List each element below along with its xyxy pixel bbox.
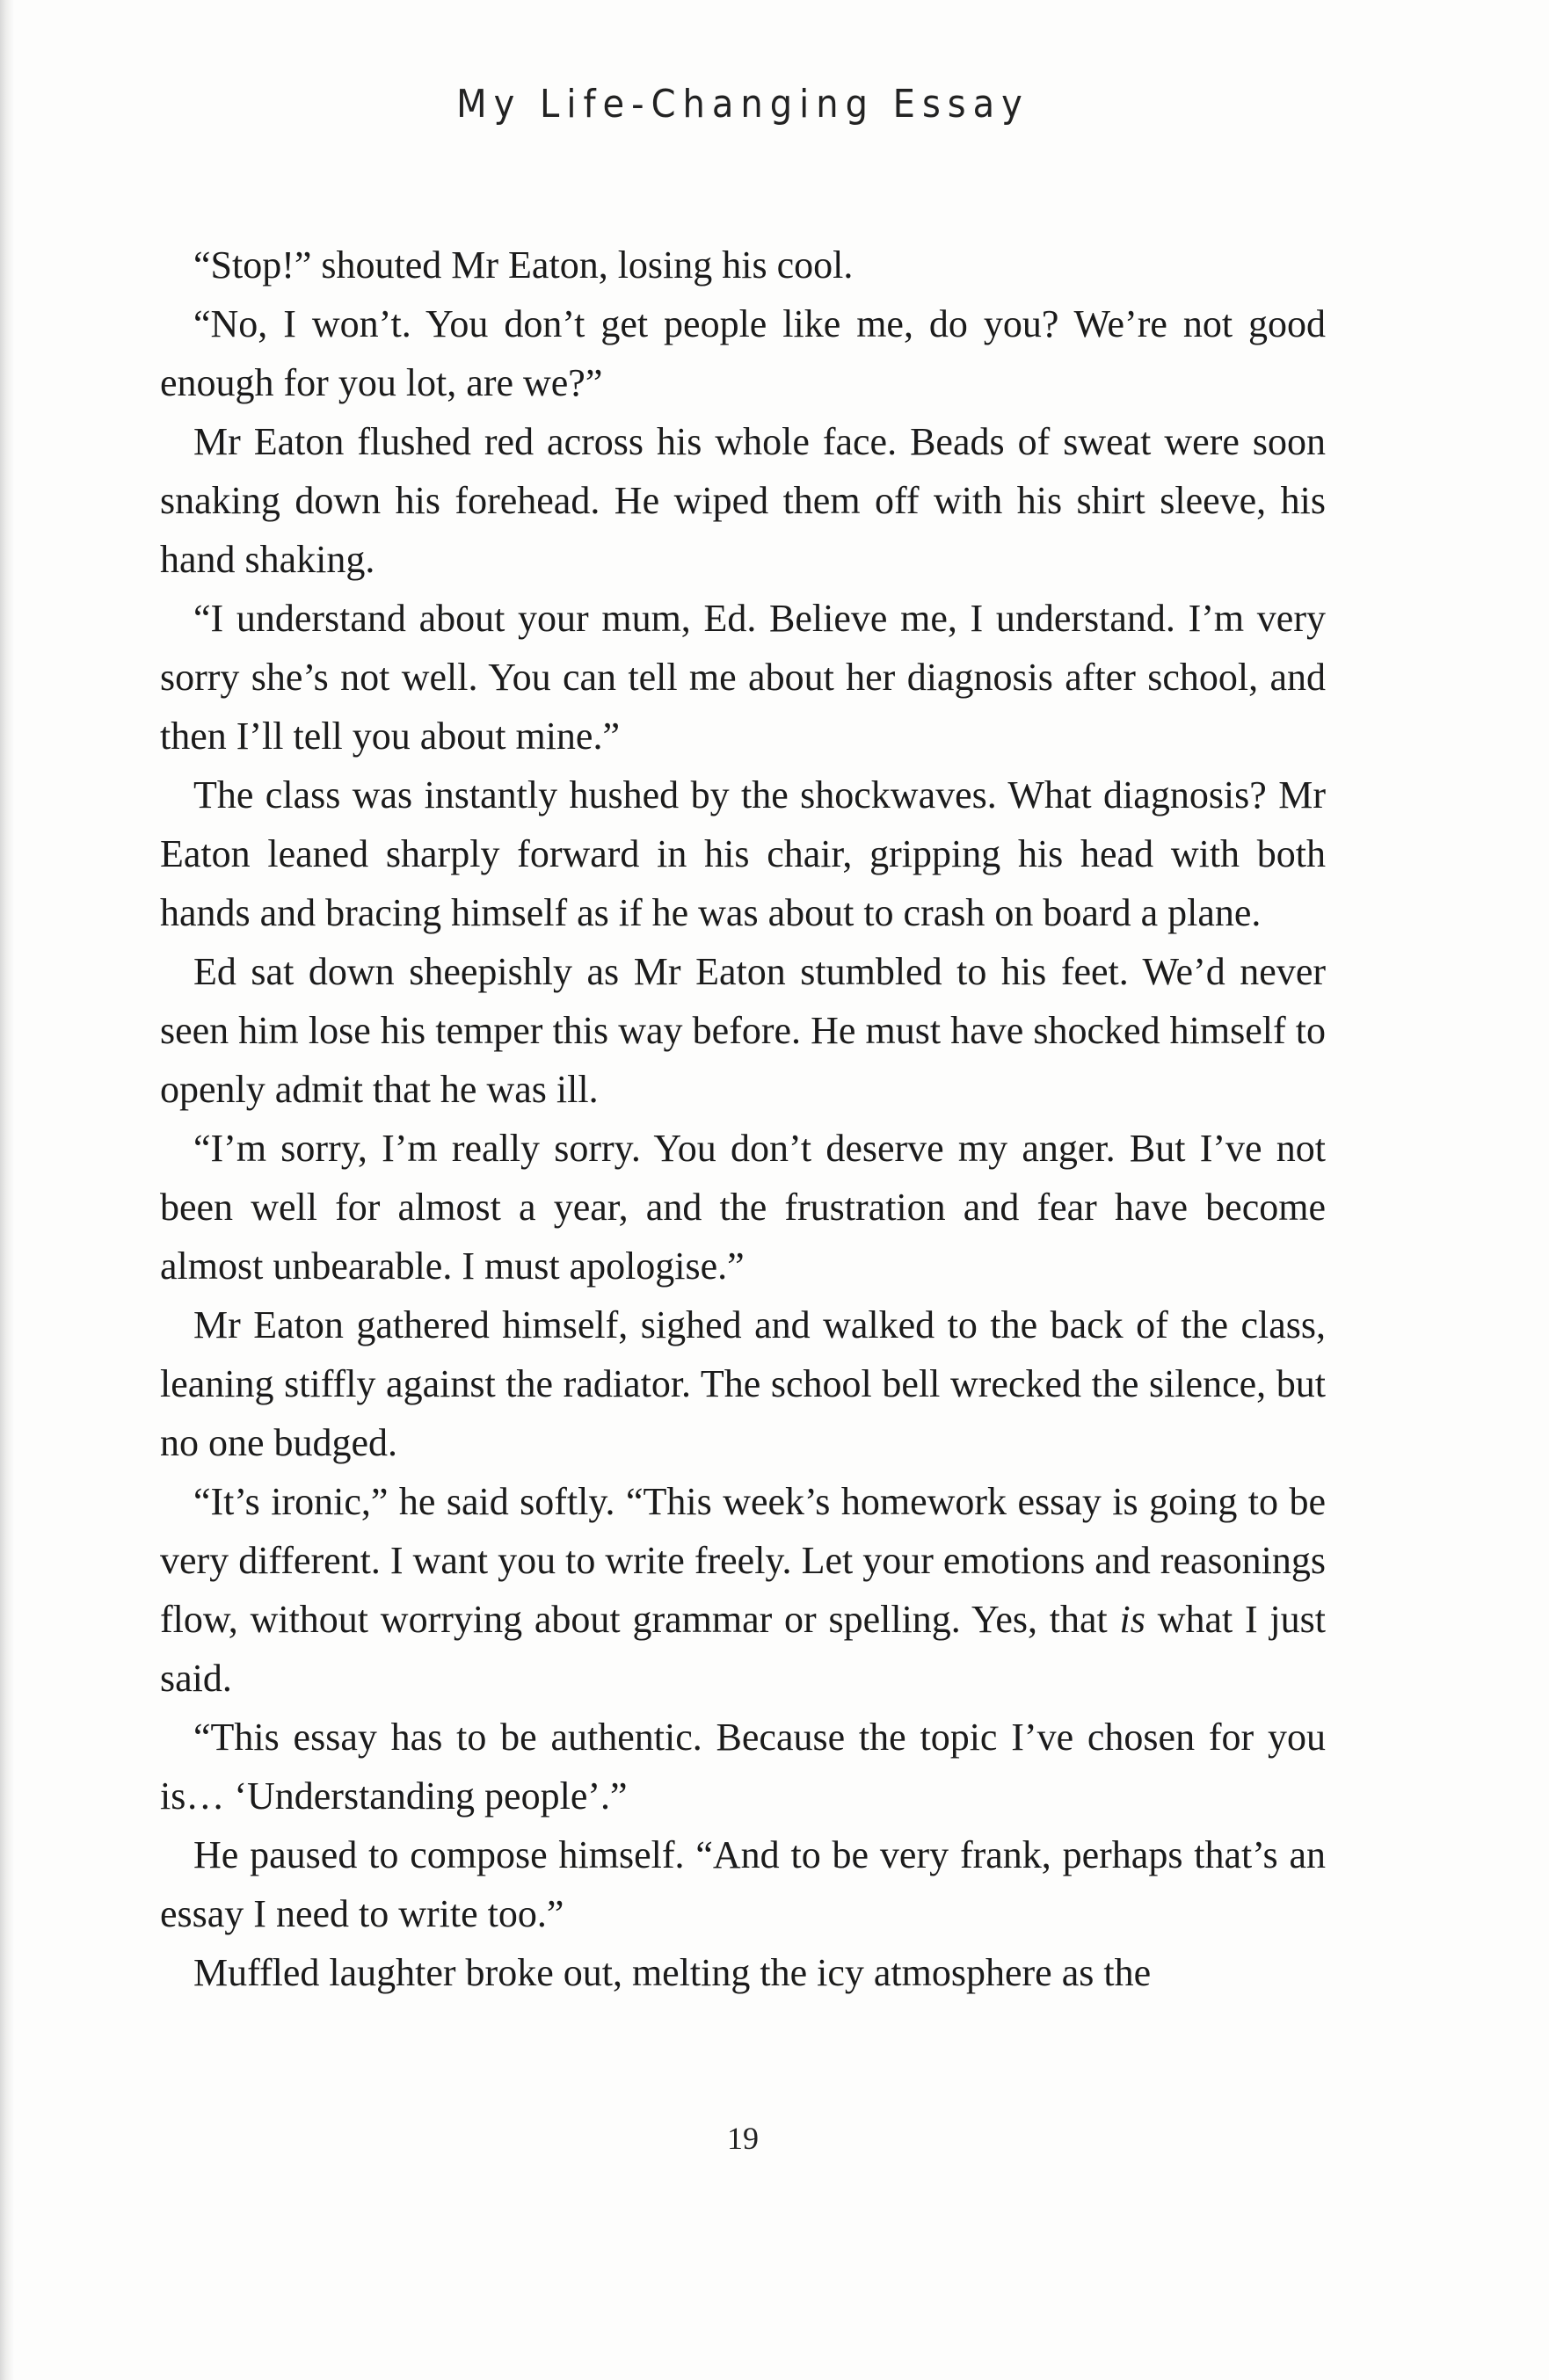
paragraph: Muffled laughter broke out, melting the icy atmosphere as the (193, 1951, 1152, 1994)
paragraph: Mr Eaton gathered himself, sighed and walked to the back of the class, leaning stiffly against the radiator. The school bell wrecked the silence, but no one budged. (160, 1303, 1326, 1464)
paragraph: “No, I won’t. You don’t get people like me, do you? We’re not good enough for you lot, are we?” (160, 302, 1326, 404)
page-body (160, 236, 1326, 2002)
paragraph: “This essay has to be authentic. Because the topic I’ve chosen for you is… ‘Understanding people’.” (160, 1716, 1326, 1818)
paragraph: Mr Eaton flushed red across his whole face. Beads of sweat were soon snaking down his forehead. He wiped them off with his shirt sleeve, his hand shaking. (160, 420, 1326, 581)
scan-edge-shadow (0, 0, 14, 2380)
paragraph: “I understand about your mum, Ed. Believe me, I understand. I’m very sorry she’s not well. You can tell me about her diagnosis after school, and then I’ll tell you about mine.” (160, 597, 1326, 758)
paragraph: “It’s ironic,” he said softly. “This week’s homework essay is going to be very different. I want you to write freely. Let your emotions and reasonings flow, without worrying about grammar or spelling. Yes, that is what I just said. (160, 1480, 1326, 1700)
running-header: My Life-Changing Essay (456, 83, 1029, 127)
paragraph: “I’m sorry, I’m really sorry. You don’t deserve my anger. But I’ve not been well for almost a year, and the frustration and fear have become almost unbearable. I must apologise.” (160, 1127, 1326, 1288)
page-number: 19 (727, 2121, 759, 2156)
paragraph: Ed sat down sheepishly as Mr Eaton stumbled to his feet. We’d never seen him lose his temper this way before. He must have shocked himself to openly admit that he was ill. (160, 950, 1326, 1111)
paragraph: He paused to compose himself. “And to be very frank, perhaps that’s an essay I need to write too.” (160, 1833, 1326, 1935)
paragraph: The class was instantly hushed by the shockwaves. What diagnosis? Mr Eaton leaned sharply forward in his chair, gripping his head with both hands and bracing himself as if he was about to crash on board a plane. (160, 773, 1326, 934)
paragraph: “Stop!” shouted Mr Eaton, losing his cool. (193, 243, 854, 287)
